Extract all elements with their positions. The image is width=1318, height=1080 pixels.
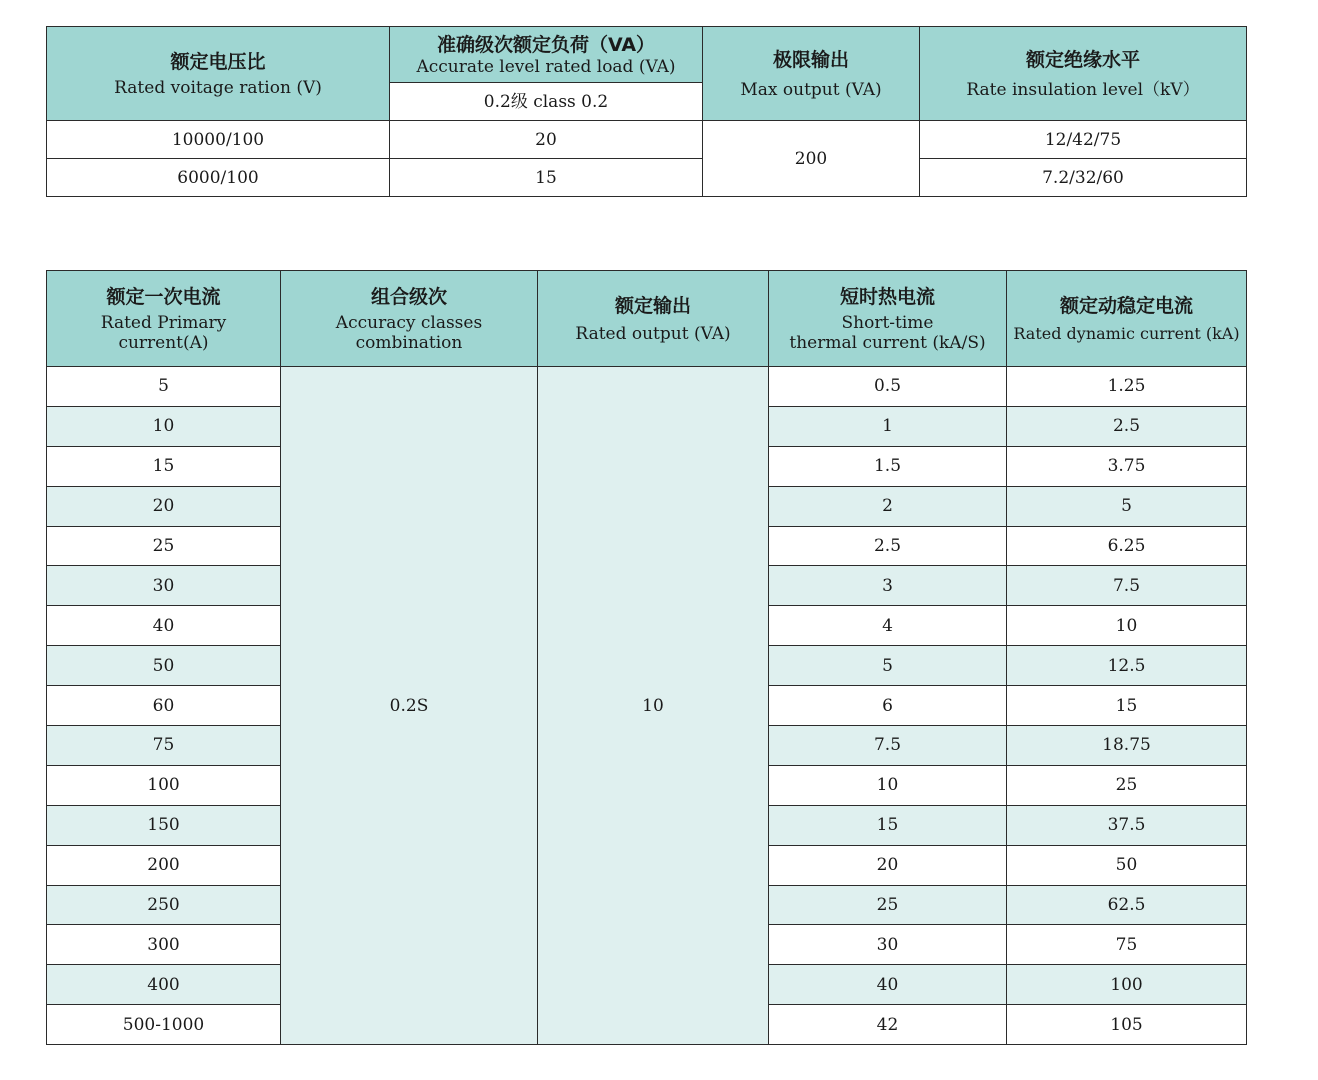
thermal-current-cell: 2.5 [769, 526, 1007, 566]
dynamic-current-cell: 5 [1007, 486, 1247, 526]
thermal-current-cell: 40 [769, 965, 1007, 1005]
header-primary-current [47, 271, 281, 367]
dynamic-current-cell: 3.75 [1007, 446, 1247, 486]
header-thermal-current-en2: thermal current (kA/S) [789, 332, 986, 353]
thermal-current-cell: 15 [769, 805, 1007, 845]
header-rated-load-zh: 准确级次额定负荷（VA） [436, 33, 656, 56]
header-primary-current-zh: 额定一次电流 [106, 285, 221, 308]
header-insulation-en: Rate insulation level（kV） [966, 79, 1200, 100]
load-cell: 20 [390, 121, 703, 159]
thermal-current-cell: 42 [769, 1005, 1007, 1045]
thermal-current-cell: 7.5 [769, 726, 1007, 766]
dynamic-current-cell: 18.75 [1007, 726, 1247, 766]
primary-current-cell: 150 [47, 805, 281, 845]
primary-current-cell: 40 [47, 606, 281, 646]
header-load-class-text: 0.2级 class 0.2 [483, 91, 609, 112]
primary-current-cell: 20 [47, 486, 281, 526]
header-rated-load-en: Accurate level rated load (VA) [416, 56, 676, 77]
header-dynamic-current-zh: 额定动稳定电流 [1059, 294, 1193, 317]
dynamic-current-cell: 10 [1007, 606, 1247, 646]
insulation-cell: 12/42/75 [920, 121, 1247, 159]
dynamic-current-cell: 50 [1007, 845, 1247, 885]
primary-current-cell: 250 [47, 885, 281, 925]
primary-current-cell: 200 [47, 845, 281, 885]
dynamic-current-cell: 2.5 [1007, 406, 1247, 446]
header-rated-voltage-zh: 额定电压比 [170, 50, 266, 73]
accuracy-class-cell: 0.2S [281, 367, 538, 1045]
rated-output-cell: 10 [538, 367, 769, 1045]
thermal-current-cell: 2 [769, 486, 1007, 526]
header-max-output-zh: 极限输出 [772, 48, 849, 71]
header-rated-output-en: Rated output (VA) [575, 323, 731, 344]
current-ratings-table [46, 270, 1247, 1045]
table-row [47, 159, 1247, 197]
primary-current-cell: 50 [47, 646, 281, 686]
header-max-output-en: Max output (VA) [740, 79, 882, 100]
thermal-current-cell: 4 [769, 606, 1007, 646]
table-row [47, 367, 1247, 407]
voltage-ratings-table [46, 26, 1247, 197]
thermal-current-cell: 3 [769, 566, 1007, 606]
primary-current-cell: 400 [47, 965, 281, 1005]
header-rated-output [538, 271, 769, 367]
dynamic-current-cell: 75 [1007, 925, 1247, 965]
header-thermal-current [769, 271, 1007, 367]
header-max-output [703, 27, 920, 121]
thermal-current-cell: 1 [769, 406, 1007, 446]
header-dynamic-current-en: Rated dynamic current (kA) [1013, 323, 1240, 343]
ratio-cell: 10000/100 [47, 121, 390, 159]
table-row [47, 121, 1247, 159]
thermal-current-cell: 0.5 [769, 367, 1007, 407]
dynamic-current-cell: 15 [1007, 686, 1247, 726]
thermal-current-cell: 1.5 [769, 446, 1007, 486]
primary-current-cell: 30 [47, 566, 281, 606]
header-rated-output-zh: 额定输出 [614, 294, 691, 317]
thermal-current-cell: 6 [769, 686, 1007, 726]
primary-current-cell: 25 [47, 526, 281, 566]
thermal-current-cell: 30 [769, 925, 1007, 965]
primary-current-cell: 300 [47, 925, 281, 965]
header-primary-current-en2: current(A) [118, 332, 209, 353]
dynamic-current-cell: 6.25 [1007, 526, 1247, 566]
header-accuracy-classes-zh: 组合级次 [370, 285, 447, 308]
header-accuracy-classes-en1: Accuracy classes [335, 312, 483, 333]
dynamic-current-cell: 12.5 [1007, 646, 1247, 686]
primary-current-cell: 75 [47, 726, 281, 766]
primary-current-cell: 500-1000 [47, 1005, 281, 1045]
dynamic-current-cell: 37.5 [1007, 805, 1247, 845]
header-thermal-current-zh: 短时热电流 [839, 285, 935, 308]
dynamic-current-cell: 100 [1007, 965, 1247, 1005]
header-insulation [920, 27, 1247, 121]
header-primary-current-en1: Rated Primary [100, 312, 227, 333]
header-accuracy-classes-en2: combination [355, 332, 463, 353]
dynamic-current-cell: 25 [1007, 765, 1247, 805]
primary-current-cell: 5 [47, 367, 281, 407]
header-accuracy-classes [281, 271, 538, 367]
thermal-current-cell: 5 [769, 646, 1007, 686]
header-rated-voltage-en: Rated voitage ration (V) [114, 77, 322, 98]
primary-current-cell: 100 [47, 765, 281, 805]
primary-current-cell: 15 [47, 446, 281, 486]
header-load-class [390, 83, 703, 121]
header-rated-load [390, 27, 703, 83]
header-dynamic-current [1007, 271, 1247, 367]
thermal-current-cell: 20 [769, 845, 1007, 885]
dynamic-current-cell: 1.25 [1007, 367, 1247, 407]
dynamic-current-cell: 62.5 [1007, 885, 1247, 925]
max-output-cell: 200 [703, 121, 920, 197]
current-ratings-body [47, 367, 1247, 1045]
primary-current-cell: 60 [47, 686, 281, 726]
load-cell: 15 [390, 159, 703, 197]
header-insulation-zh: 额定绝缘水平 [1025, 48, 1140, 71]
thermal-current-cell: 10 [769, 765, 1007, 805]
dynamic-current-cell: 7.5 [1007, 566, 1247, 606]
thermal-current-cell: 25 [769, 885, 1007, 925]
header-rated-voltage [47, 27, 390, 121]
dynamic-current-cell: 105 [1007, 1005, 1247, 1045]
ratio-cell: 6000/100 [47, 159, 390, 197]
header-thermal-current-en1: Short-time [841, 312, 934, 333]
primary-current-cell: 10 [47, 406, 281, 446]
insulation-cell: 7.2/32/60 [920, 159, 1247, 197]
